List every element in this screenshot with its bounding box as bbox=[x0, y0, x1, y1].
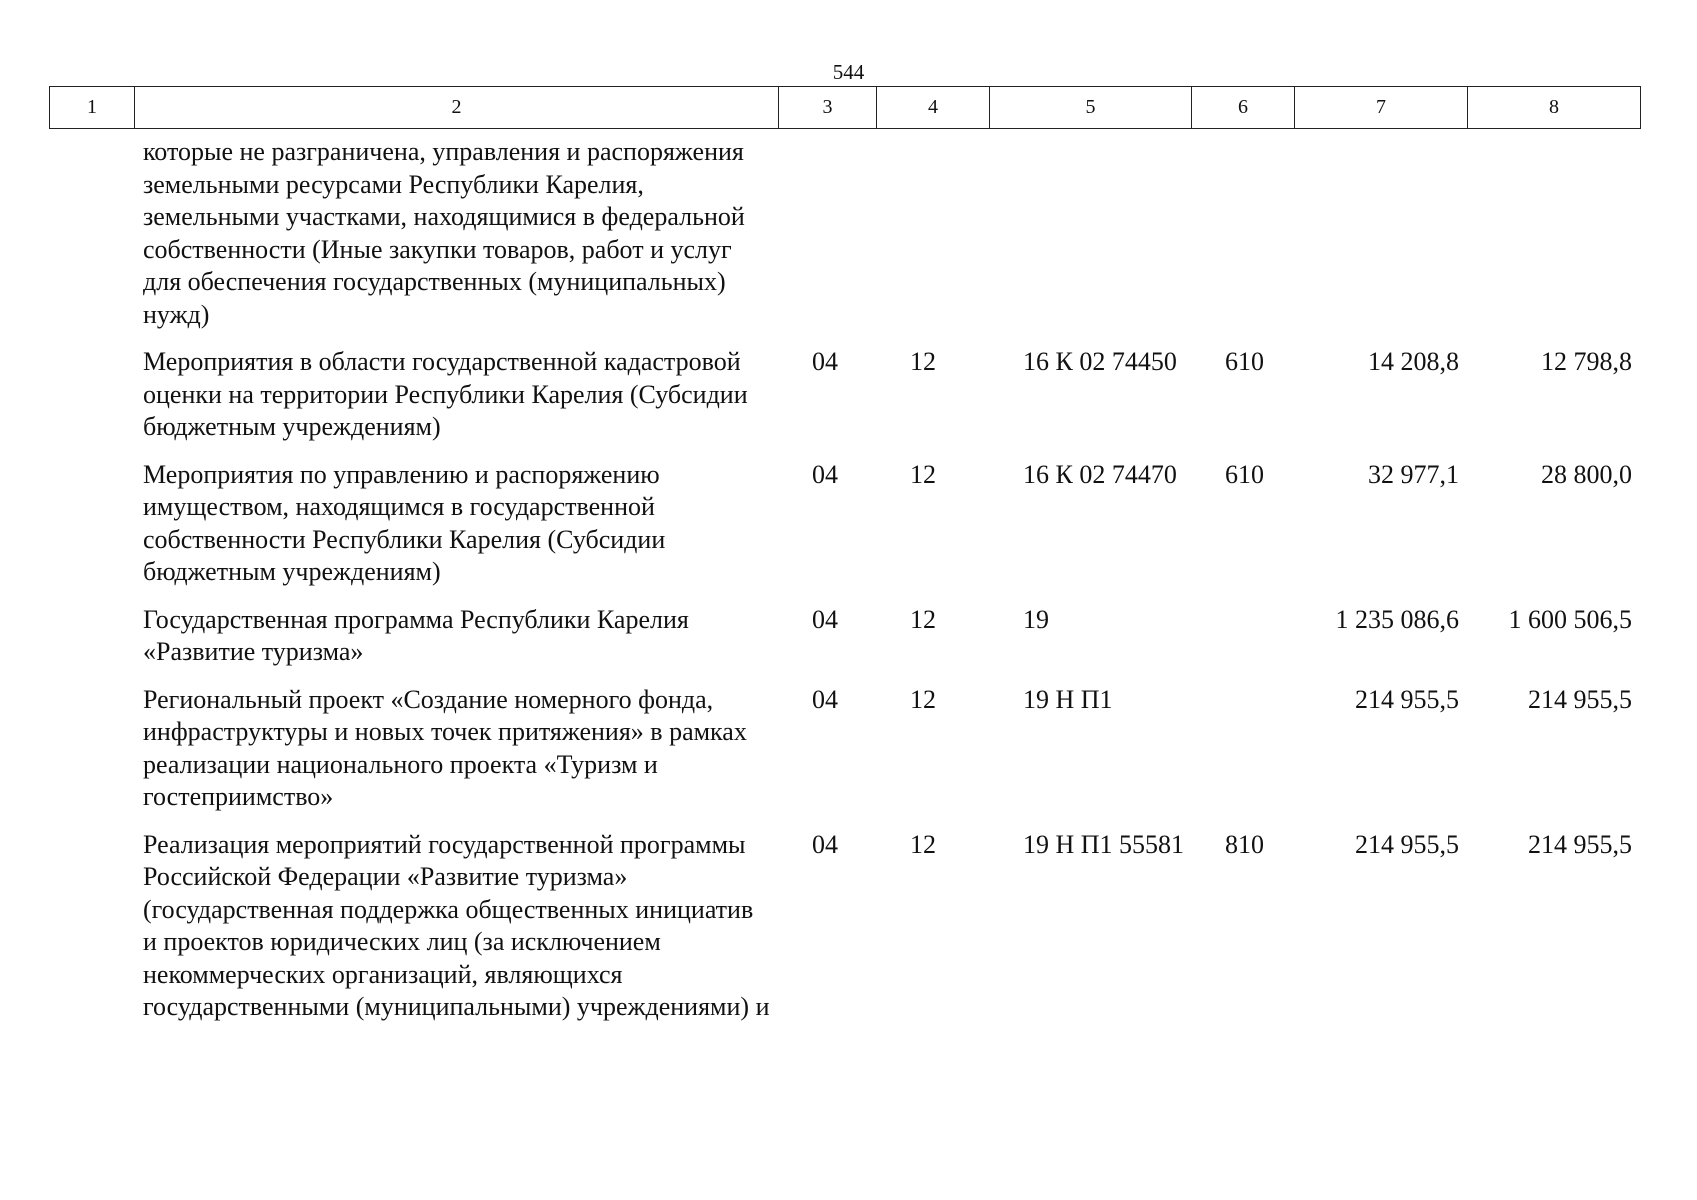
column-header-6: 6 bbox=[1192, 87, 1295, 129]
column-header-8: 8 bbox=[1468, 87, 1641, 129]
column-header-4: 4 bbox=[877, 87, 990, 129]
budget-table bbox=[49, 136, 1640, 1039]
row-section: 04 bbox=[812, 684, 838, 714]
row-target-article bbox=[989, 136, 1191, 346]
row-section: 04 bbox=[812, 459, 838, 489]
row-amount-2: 1 600 506,5 bbox=[1508, 604, 1632, 634]
row-name: Реализация мероприятий государственной программы Российской Федерации «Развитие туризма» (государственная поддержка общественных инициатив и проектов юридических лиц (за исключением некоммерческих организаций, являющихся государственными (муниципальными) учреждениями) и bbox=[143, 829, 770, 1021]
row-expense-type: 810 bbox=[1225, 829, 1264, 859]
row-target-article: 16 К 02 74470 bbox=[1023, 459, 1177, 489]
page-number: 544 bbox=[832, 60, 865, 84]
row-amount-2: 28 800,0 bbox=[1541, 459, 1632, 489]
column-header-5: 5 bbox=[990, 87, 1192, 129]
row-expense-type: 610 bbox=[1225, 347, 1264, 376]
table-row bbox=[49, 829, 1640, 1039]
row-name: Мероприятия по управлению и распоряжению имуществом, находящимся в государственной собственности Республики Карелия (Субсидии бюджетным учреждениям) bbox=[143, 459, 666, 586]
row-amount-2: 214 955,5 bbox=[1528, 684, 1632, 714]
row-amount-2: 12 798,8 bbox=[1541, 347, 1632, 376]
row-expense-type: 610 bbox=[1225, 459, 1264, 489]
column-header-row bbox=[50, 87, 1641, 129]
row-name: Государственная программа Республики Карелия «Развитие туризма» bbox=[143, 604, 689, 666]
row-section bbox=[778, 136, 876, 346]
row-subsection: 12 bbox=[910, 684, 936, 714]
row-section: 04 bbox=[812, 604, 838, 634]
table-row bbox=[49, 136, 1640, 346]
table-row bbox=[49, 604, 1640, 684]
column-header-1: 1 bbox=[50, 87, 135, 129]
row-amount-1: 214 955,5 bbox=[1355, 829, 1459, 859]
row-amount-1: 14 208,8 bbox=[1368, 347, 1459, 376]
row-name: Мероприятия в области государственной кадастровой оценки на территории Республики Карелия (Субсидии бюджетным учреждениям) bbox=[143, 347, 748, 441]
row-amount-1 bbox=[1294, 136, 1467, 346]
row-target-article: 19 bbox=[1023, 604, 1049, 634]
row-amount-1: 214 955,5 bbox=[1355, 684, 1459, 714]
column-header-table bbox=[49, 86, 1641, 129]
row-expense-type bbox=[1191, 604, 1294, 684]
row-target-article: 19 Н П1 bbox=[1023, 684, 1113, 714]
column-header-2: 2 bbox=[135, 87, 779, 129]
row-target-article: 19 Н П1 55581 bbox=[1023, 829, 1185, 859]
row-section: 04 bbox=[812, 347, 838, 376]
table-row bbox=[49, 346, 1640, 459]
row-amount-1: 1 235 086,6 bbox=[1335, 604, 1459, 634]
row-subsection: 12 bbox=[910, 459, 936, 489]
row-amount-1: 32 977,1 bbox=[1368, 459, 1459, 489]
row-expense-type bbox=[1191, 684, 1294, 829]
row-expense-type bbox=[1191, 136, 1294, 346]
row-target-article: 16 К 02 74450 bbox=[1023, 347, 1177, 376]
row-subsection bbox=[876, 136, 989, 346]
row-section: 04 bbox=[812, 829, 838, 859]
row-amount-2 bbox=[1467, 136, 1640, 346]
row-subsection: 12 bbox=[910, 347, 936, 376]
row-amount-2: 214 955,5 bbox=[1528, 829, 1632, 859]
column-header-3: 3 bbox=[779, 87, 877, 129]
row-subsection: 12 bbox=[910, 829, 936, 859]
table-row bbox=[49, 684, 1640, 829]
row-name: Региональный проект «Создание номерного фонда, инфраструктуры и новых точек притяжения» в рамках реализации национального проекта «Туризм и гостеприимство» bbox=[143, 684, 747, 811]
row-subsection: 12 bbox=[910, 604, 936, 634]
column-header-7: 7 bbox=[1295, 87, 1468, 129]
table-row bbox=[49, 459, 1640, 604]
row-name: которые не разграничена, управления и распоряжения земельными ресурсами Республики Карелия, земельными участками, находящимися в федеральной собственности (Иные закупки товаров, работ и услуг для обеспечения государственных (муниципальных) нужд) bbox=[143, 137, 745, 329]
